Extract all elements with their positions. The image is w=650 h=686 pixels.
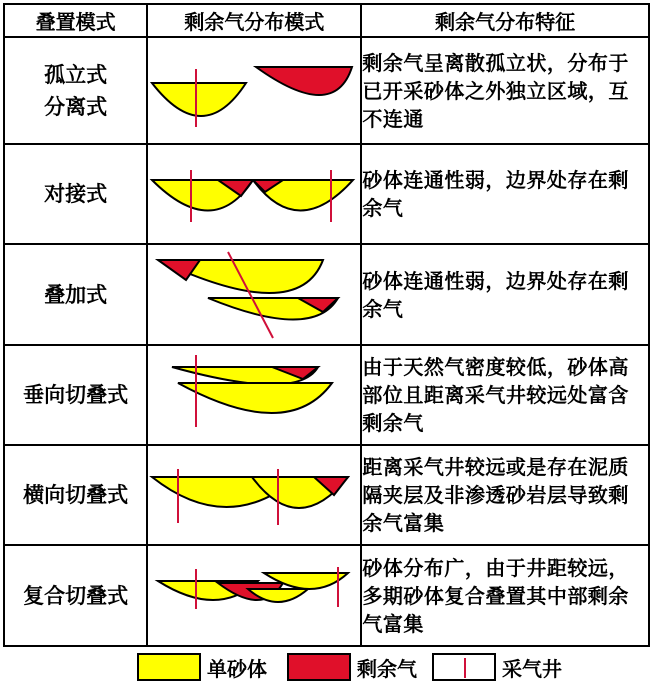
pattern-diagram-lateral-cut [148,447,358,543]
pattern-cell [147,545,361,646]
pattern-diagram-composite-cut [148,547,358,644]
row-composite-cut [4,545,649,646]
header-row [4,4,649,37]
feature-cell: 由于天然气密度较低，砂体高部位且距离采气井较远处富含剩余气 [361,345,649,445]
legend-item-well [432,651,562,683]
header-mode: 叠置模式 [4,4,147,37]
mode-label-line: 孤立式 [44,61,108,87]
gas-pocket [158,260,200,280]
row-butt [4,144,649,244]
legend-label-sand: 单砂体 [207,656,267,681]
legend-label-gas: 剩余气 [357,656,417,681]
mode-cell [4,545,147,646]
pattern-diagram-superimposed [148,246,358,343]
row-lateral-cut [4,445,649,545]
mode-label-line: 横向切叠式 [23,482,129,507]
legend-label-well: 采气井 [502,656,562,681]
pattern-cell [147,37,361,144]
sand-swatch [137,653,201,681]
legend-item-sand [137,651,267,683]
well-swatch [432,653,496,681]
gas-swatch [287,653,351,681]
pattern-cell [147,144,361,244]
pattern-diagram-vertical-cut [148,347,358,443]
feature-cell: 砂体连通性弱，边界处存在剩余气 [361,244,649,345]
legend-item-gas [287,651,417,683]
sand-body [152,83,246,116]
pattern-cell [147,445,361,545]
feature-cell: 砂体分布广，由于井距较远，多期砂体复合叠置其中部剩余气富集 [361,545,649,646]
feature-cell: 砂体连通性弱，边界处存在剩余气 [361,144,649,244]
well-icon [464,658,466,678]
row-superimposed [4,244,649,345]
mode-cell [4,37,147,144]
gas-pocket [256,67,352,95]
pattern-diagram-isolated [148,39,358,142]
mode-cell [4,445,147,545]
mode-label-line: 复合切叠式 [23,582,129,608]
mode-label-line: 对接式 [44,181,108,206]
mode-label-line: 分离式 [44,93,108,119]
pattern-cell [147,345,361,445]
mode-table [3,3,650,647]
mode-cell [4,144,147,244]
row-isolated [4,37,649,144]
sand-body [178,383,332,413]
mode-cell [4,244,147,345]
mode-label-line: 垂向切叠式 [23,382,129,407]
mode-label-line: 叠加式 [44,281,108,307]
row-vertical-cut [4,345,649,445]
legend [0,648,650,686]
feature-cell: 剩余气呈离散孤立状，分布于已开采砂体之外独立区域，互不连通 [361,37,649,144]
header-feature: 剩余气分布特征 [361,4,649,37]
mode-cell [4,345,147,445]
header-pattern: 剩余气分布模式 [147,4,361,37]
pattern-diagram-butt [148,146,358,242]
pattern-cell [147,244,361,345]
feature-cell: 距离采气井较远或是存在泥质隔夹层及非渗透砂岩层导致剩余气富集 [361,445,649,545]
